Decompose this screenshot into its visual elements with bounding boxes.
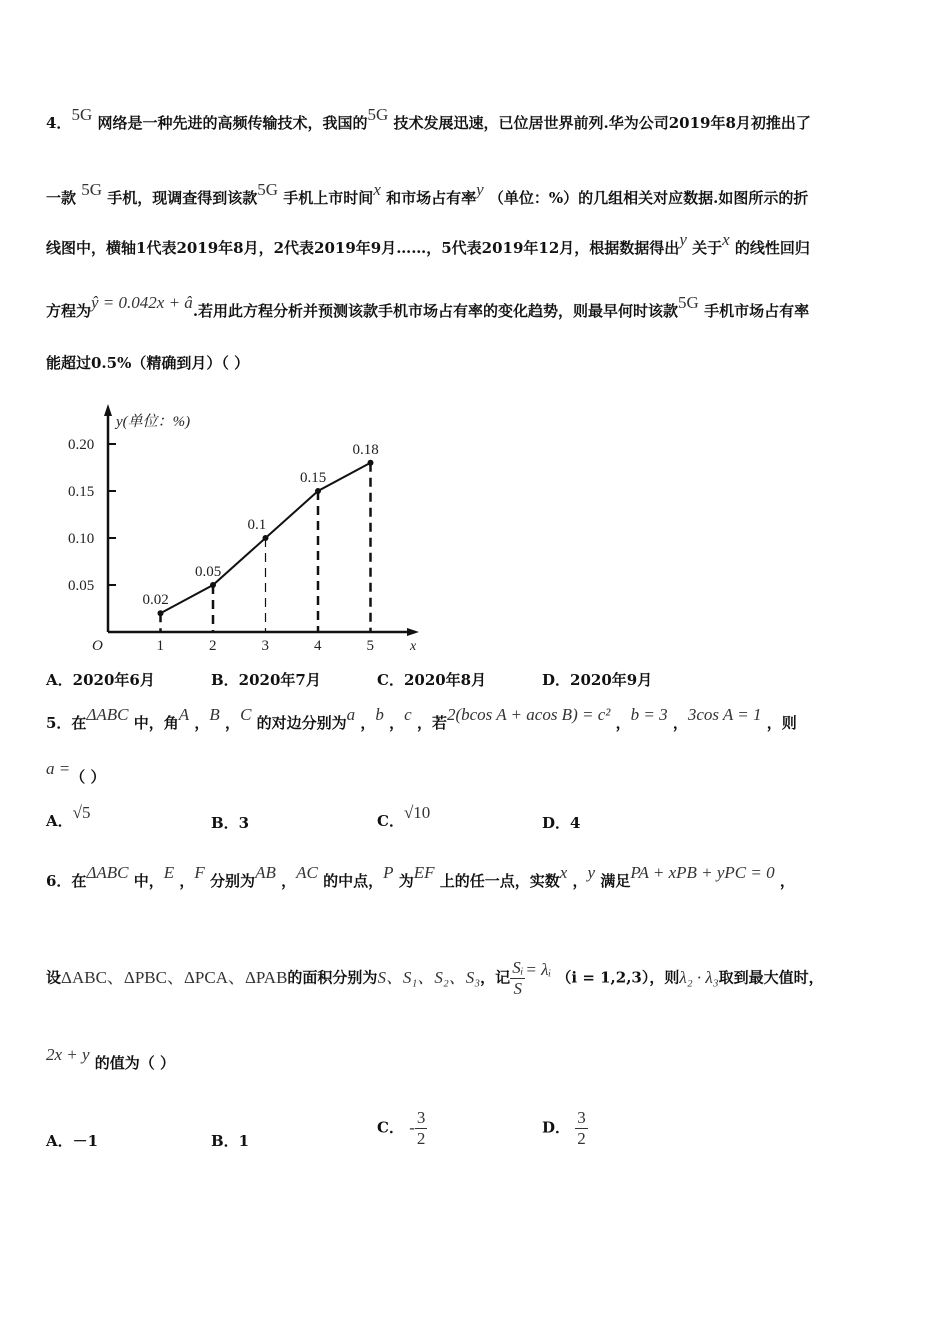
text: 方程为 [46, 302, 92, 320]
text: 网络是一种先进的高频传输技术，我国的 [97, 114, 368, 132]
text: 的面积分别为 [287, 968, 378, 987]
text: 5．在 [46, 714, 87, 732]
q4-line1 [46, 105, 811, 133]
math: 5G [257, 180, 279, 199]
q4-option-c[interactable]: C．2020年8月 [377, 671, 487, 689]
text: 一款 [46, 189, 77, 207]
math: λ₂ · λ₃ [679, 967, 719, 987]
q6-line1 [46, 863, 795, 891]
q4-option-b[interactable]: B．2020年7月 [211, 671, 321, 689]
q6-line3 [46, 1045, 176, 1073]
math: x [722, 230, 730, 249]
q5-option-c[interactable] [377, 803, 431, 831]
x-tick-label: 5 [366, 638, 374, 654]
math: PA + xPB + yPC = 0 [630, 863, 775, 882]
text: .若用此方程分析并预测该款手机市场占有率的变化趋势，则最早何时该款 [192, 302, 679, 320]
math: 2x + y [46, 1045, 90, 1064]
text: 6．在 [46, 872, 87, 890]
text: ， [779, 872, 795, 890]
text: ， [672, 714, 688, 732]
math: E [163, 863, 175, 882]
q4-line3 [46, 230, 810, 258]
text: （ ） [70, 768, 106, 786]
label: C． [377, 812, 404, 830]
math: = λᵢ [525, 959, 552, 979]
q5-option-a[interactable] [46, 803, 91, 831]
text: ，若 [416, 714, 447, 732]
text: 分别为 [210, 872, 256, 890]
text: 上的任一点，实数 [439, 872, 560, 890]
math: a = [46, 759, 71, 778]
q6-option-b[interactable]: B．1 [211, 1132, 250, 1150]
label: C． [377, 1118, 404, 1137]
text: 技术发展迅速，已位居世界前列.华为公司2019年8月初推出了 [393, 114, 811, 132]
x-tick-label: 2 [209, 638, 217, 654]
text: ， [281, 872, 297, 890]
y-tick-label: 0.05 [68, 578, 95, 594]
math: 2(bcos A + acos B) = c² [446, 705, 611, 724]
math: EF [413, 863, 435, 882]
q-number: 4． [46, 114, 72, 132]
data-point [368, 460, 374, 466]
q5-line1 [46, 705, 797, 733]
math: AC [296, 863, 318, 882]
text: （单位：%）的几组相关对应数据.如图所示的折 [488, 189, 809, 207]
math: √10 [403, 803, 431, 822]
math: 5G [678, 293, 699, 312]
denominator: S [513, 979, 523, 998]
q4-option-a[interactable]: A．2020年6月 [46, 671, 155, 689]
text: 关于 [692, 239, 723, 257]
text: ， [225, 714, 241, 732]
text: 能超过0.5%（精确到月）（ ） [46, 354, 250, 372]
math: ΔABC [86, 863, 129, 882]
regression-equation: ŷ = 0.042x + â [91, 293, 193, 312]
text: 的对边分别为 [256, 714, 347, 732]
text: ， [615, 714, 631, 732]
text: 取到最大值时， [718, 968, 824, 987]
q4-option-d[interactable]: D．2020年9月 [542, 671, 653, 689]
x-tick-label: 4 [314, 638, 322, 654]
q5-option-b[interactable]: B．3 [211, 814, 250, 832]
text: 手机市场占有率 [704, 302, 810, 320]
math: ΔABC [86, 705, 129, 724]
q5-line2 [46, 759, 106, 787]
text: 线图中，横轴1代表2019年8月，2代表2019年9月……，5代表2019年12月，根据数据得出 [46, 239, 680, 257]
math: x [373, 180, 381, 199]
text: 中， [133, 872, 164, 890]
y-tick-label: 0.10 [68, 531, 95, 547]
text: ， [360, 714, 376, 732]
y-tick-label: 0.15 [68, 484, 95, 500]
math: B [209, 705, 220, 724]
data-label: 0.18 [352, 441, 379, 458]
math: S、S₁、S₂、S₃ [377, 967, 481, 987]
numerator: 3 [416, 1108, 426, 1127]
math: C [240, 705, 252, 724]
q6-option-a[interactable]: A．－1 [46, 1132, 99, 1150]
minus: - [409, 1117, 415, 1137]
text: ， [194, 714, 210, 732]
math: 5G [71, 105, 93, 124]
y-tick-label: 0.20 [68, 437, 95, 453]
data-label: 0.02 [142, 592, 169, 609]
data-label: 0.05 [195, 564, 222, 580]
text: 满足 [600, 872, 631, 890]
math: F [194, 863, 205, 882]
math: 5G [81, 180, 103, 199]
text: （i = 1,2,3），则 [556, 968, 680, 987]
text: ， [179, 872, 195, 890]
x-axis-label: x [410, 639, 417, 654]
fraction [415, 1108, 428, 1149]
x-tick-label: 1 [156, 638, 164, 654]
text: ， [389, 714, 405, 732]
data-point [315, 488, 321, 494]
origin-label: O [92, 638, 103, 654]
text: 的线性回归 [734, 239, 810, 257]
q6-option-c[interactable] [377, 1108, 427, 1149]
math: AB [255, 863, 276, 882]
data-label: 0.15 [300, 470, 327, 486]
math: a [346, 705, 356, 724]
label: D． [542, 1118, 571, 1137]
math: ΔABC、ΔPBC、ΔPCA、ΔPAB [61, 967, 288, 987]
numerator: 3 [577, 1108, 586, 1127]
text: 的中点， [323, 872, 384, 890]
math: P [383, 863, 394, 882]
x-axis-arrow [407, 628, 419, 636]
text: 为 [398, 872, 414, 890]
q6-option-d[interactable] [542, 1108, 588, 1149]
fraction [510, 958, 525, 999]
fraction [575, 1108, 588, 1149]
math: b = 3 [630, 705, 668, 724]
math: 3cos A = 1 [687, 705, 762, 724]
math: y [587, 863, 596, 882]
text: 手机上市时间 [283, 189, 374, 207]
label: A． [46, 812, 73, 830]
numerator: Sᵢ [512, 958, 524, 977]
y-axis-arrow [104, 404, 112, 416]
text: ， [572, 872, 588, 890]
text: ，则 [766, 714, 797, 732]
q4-line4 [46, 293, 810, 321]
math: y [679, 230, 687, 249]
text: 的值为（ ） [94, 1054, 176, 1072]
math: c [404, 705, 412, 724]
data-point [263, 535, 269, 541]
y-axis-label: y(单位：%) [116, 414, 191, 430]
math: y [476, 180, 484, 199]
data-point [210, 582, 216, 588]
math: b [375, 705, 384, 724]
math: 5G [367, 105, 389, 124]
text: 设 [46, 968, 62, 987]
q6-line2 [46, 958, 824, 999]
text: 手机，现调查得到该款 [107, 189, 258, 207]
q4-line2 [46, 180, 809, 208]
math: A [178, 705, 190, 724]
q4-line5 [46, 352, 249, 373]
denominator: 2 [577, 1129, 586, 1148]
data-label: 0.1 [247, 517, 267, 533]
q5-option-d[interactable]: D．4 [542, 814, 581, 832]
text: 中，角 [133, 714, 179, 732]
math: x [559, 863, 568, 882]
line-chart [0, 390, 440, 660]
text: 和市场占有率 [386, 189, 477, 207]
math: √5 [72, 803, 91, 822]
denominator: 2 [416, 1129, 426, 1148]
data-point [158, 610, 164, 616]
text: ，记 [480, 968, 511, 987]
x-tick-label: 3 [261, 638, 269, 654]
